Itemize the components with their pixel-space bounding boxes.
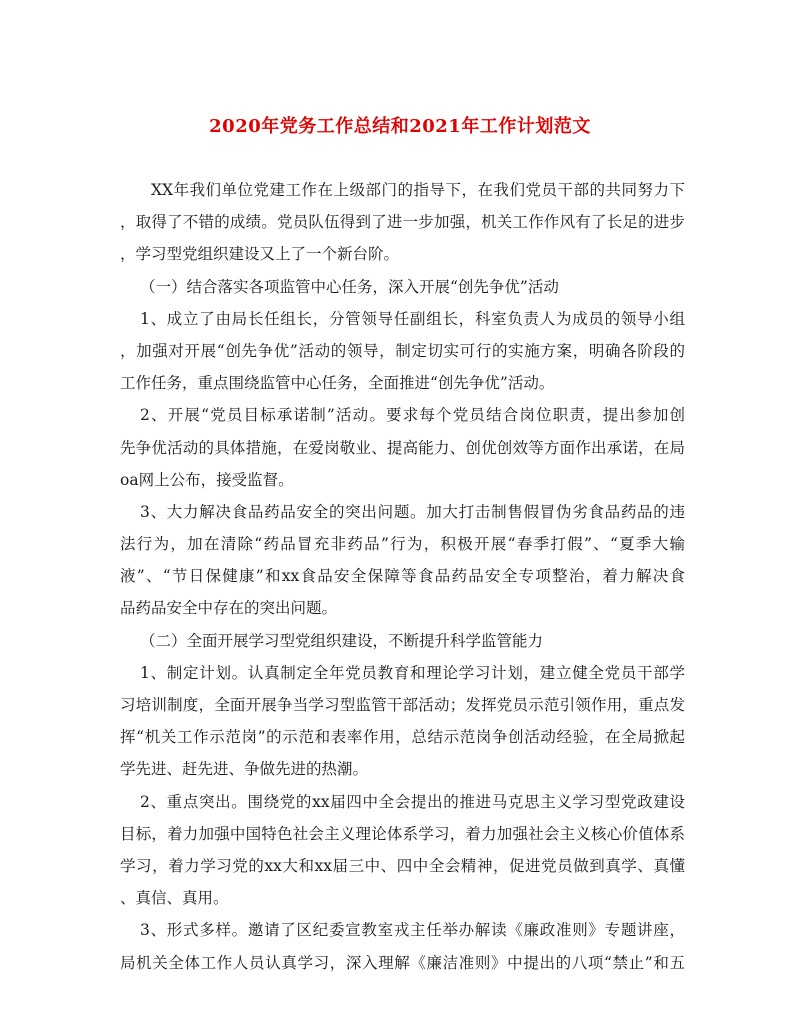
paragraph-line: 学习，着力学习党的xx大和xx届三中、四中全会精神，促进党员做到真学、真懂 bbox=[120, 856, 685, 875]
section-heading: （二）全面开展学习型党组织建设，不断提升科学监管能力 bbox=[140, 631, 544, 650]
paragraph-line: ，取得了不错的成绩。党员队伍得到了进一步加强，机关工作作风有了长足的进步 bbox=[120, 213, 685, 232]
paragraph-line: 法行为，加在清除“药品冒充非药品”行为，积极开展“春季打假”、“夏季大输 bbox=[120, 535, 685, 554]
paragraph-line: 先争优活动的具体措施，在爱岗敬业、提高能力、创优创效等方面作出承诺，在局 bbox=[120, 438, 685, 457]
paragraph-line: ，学习型党组织建设又上了一个新台阶。 bbox=[120, 245, 400, 264]
paragraph-line: 3、形式多样。邀请了区纪委宣教室戎主任举办解读《廉政准则》专题讲座， bbox=[140, 921, 685, 940]
paragraph-line: 挥“机关工作示范岗”的示范和表率作用，总结示范岗争创活动经验，在全局掀起 bbox=[120, 728, 685, 747]
section-heading: （一）结合落实各项监管中心任务，深入开展“创先争优”活动 bbox=[140, 277, 559, 296]
paragraph-line: 工作任务，重点围绕监管中心任务，全面推进“创先争优”活动。 bbox=[120, 374, 555, 393]
paragraph-line: 目标，着力加强中国特色社会主义理论体系学习，着力加强社会主义核心价值体系 bbox=[120, 824, 685, 843]
paragraph-line: 1、成立了由局长任组长，分管领导任副组长，科室负责人为成员的领导小组 bbox=[140, 309, 685, 328]
paragraph-line: 2、重点突出。围绕党的xx届四中全会提出的推进马克思主义学习型党政建设 bbox=[140, 792, 685, 811]
paragraph-line: 3、大力解决食品药品安全的突出问题。加大打击制售假冒伪劣食品药品的违 bbox=[140, 502, 685, 521]
paragraph-line: 2、开展“党员目标承诺制”活动。要求每个党员结合岗位职责，提出参加创 bbox=[140, 406, 685, 425]
paragraph-line: 1、制定计划。认真制定全年党员教育和理论学习计划，建立健全党员干部学 bbox=[140, 663, 685, 682]
document-title: 2020年党务工作总结和2021年工作计划范文 bbox=[209, 116, 591, 137]
document-body bbox=[120, 174, 685, 979]
paragraph-line: 、真信、真用。 bbox=[120, 889, 229, 908]
paragraph-line: 液”、“节日保健康”和xx食品安全保障等食品药品安全专项整治，着力解决食 bbox=[120, 567, 685, 586]
paragraph-line: 局机关全体工作人员认真学习，深入理解《廉洁准则》中提出的八项“禁止”和五 bbox=[120, 953, 685, 972]
paragraph-line: 习培训制度，全面开展争当学习型监管干部活动；发挥党员示范引领作用，重点发 bbox=[120, 696, 685, 714]
paragraph-line: ，加强对开展“创先争优”活动的领导，制定切实可行的实施方案，明确各阶段的 bbox=[120, 341, 685, 360]
paragraph-line: oa网上公布，接受监督。 bbox=[120, 470, 294, 489]
paragraph-line: 学先进、赶先进、争做先进的热潮。 bbox=[120, 760, 369, 779]
paragraph-line: XX年我们单位党建工作在上级部门的指导下，在我们党员干部的共同努力下 bbox=[151, 181, 685, 199]
paragraph-line: 品药品安全中存在的突出问题。 bbox=[120, 599, 338, 618]
